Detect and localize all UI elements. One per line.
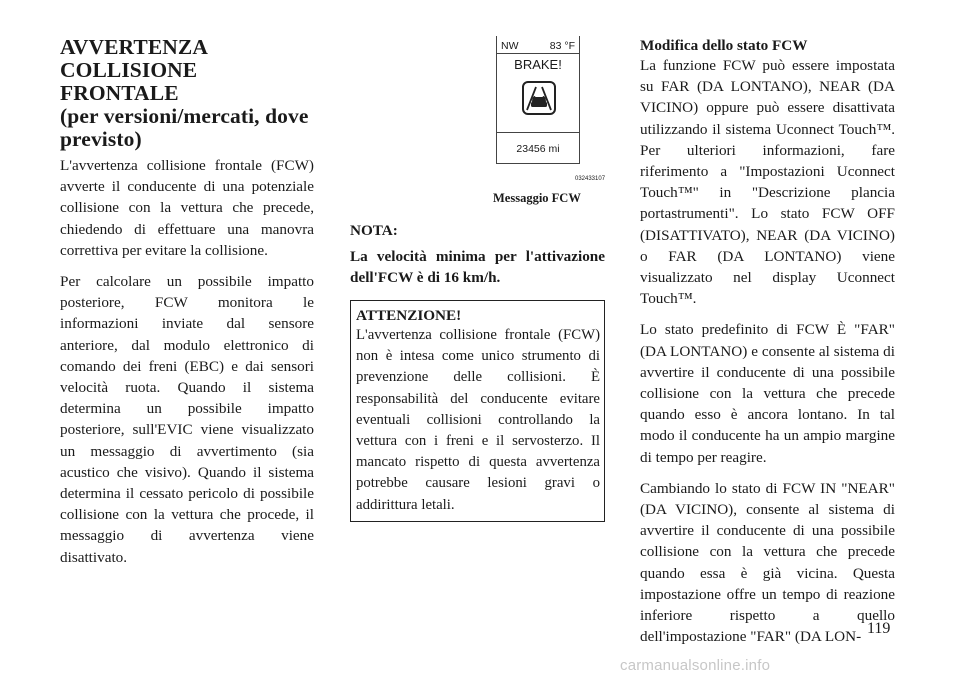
- warning-text: L'avvertenza collisione frontale (FCW) non è intesa come unico strumento di prevenzione delle collisioni. È responsabilità del conducente evitare eventuali collisioni controllando la vettura con i freni e il servosterzo. Il mancato rispetto di questa avvertenza potrebbe causare lesioni gravi o addirittura letali.: [356, 327, 600, 513]
- section-heading: [60, 36, 314, 151]
- watermark: carmanualsonline.info: [620, 657, 771, 674]
- odometer-reading: 23456 mi: [516, 143, 560, 155]
- heading-line-1: AVVERTENZA: [60, 35, 208, 59]
- figure-code: 032433107: [575, 175, 606, 183]
- impact-paragraph: Per calcolare un possibile impatto posteriore, FCW monitora le informazioni inviate dal sensore anteriore, dal modulo elettronico di comando dei freni (EBC) e dai sensori velocità ruota. Quando il sistema determina un possibile impatto posteriore, sull'EVIC viene visualizzato un messaggio di avvertimento (sia acustico che visivo). Quando il sistema determina il cessato pericolo di possibile collisione con la vettura che procede, il messaggio di avvertenza viene disattivato.: [60, 273, 314, 566]
- subsection-heading: Modifica dello stato FCW: [640, 37, 808, 54]
- right-column: [640, 36, 895, 657]
- outside-temperature: 83 °F: [549, 40, 575, 52]
- left-column: [60, 36, 314, 578]
- warning-box: [350, 300, 605, 522]
- page-number: 119: [867, 620, 891, 637]
- note-label: NOTA:: [350, 222, 398, 239]
- heading-line-4: previsto): [60, 127, 142, 151]
- display-divider-top: [497, 53, 579, 54]
- compass-heading: NW: [501, 40, 519, 52]
- heading-line-2: COLLISIONE FRONTALE: [60, 58, 198, 105]
- brake-alert-text: BRAKE!: [514, 57, 562, 72]
- collision-warning-icon: [522, 81, 556, 115]
- display-divider-bottom: [497, 132, 579, 133]
- settings-paragraph: La funzione FCW può essere impostata su FAR (DA LONTANO), NEAR (DA VICINO) oppure può essere disattivata utilizzando il sistema Uconnect Touch™. Per ulteriori informazioni, fare riferimento a "Impostazioni Uconnect Touch™" in "Descrizione plancia portastrumenti". Lo stato FCW OFF (DISATTIVATO), NEAR (DA VICINO) o FAR (DA LONTANO) viene visualizzato nel display Uconnect Touch™.: [640, 57, 895, 308]
- note-text: La velocità minima per l'attivazione dell'FCW è di 16 km/h.: [350, 248, 605, 286]
- warning-title: ATTENZIONE!: [356, 307, 462, 324]
- fcw-figure: [418, 36, 606, 216]
- far-paragraph: Lo stato predefinito di FCW È "FAR" (DA LONTANO) e consente al sistema di avvertire il conducente di una possibile collisione con la vettura che precede quando esso è ancora lontano. In tal modo il conducente ha un ampio margine di tempo per reagire.: [640, 321, 895, 466]
- dashboard-display: [496, 36, 580, 164]
- middle-column: [350, 36, 605, 522]
- near-paragraph: Cambiando lo stato di FCW IN "NEAR" (DA VICINO), consente al sistema di avvertire il conducente di una possibile collisione con la vettura che precede quando essa è già vicina. Questa impostazione offre un tempo di reazione inferiore rispetto a quello dell'impostazione "FAR" (DA LON-: [640, 479, 895, 646]
- heading-line-3: (per versioni/mercati, dove: [60, 104, 309, 128]
- figure-caption: Messaggio FCW: [493, 191, 581, 205]
- intro-paragraph: L'avvertenza collisione frontale (FCW) avverte il conducente di una potenziale collisione con la vettura che precede, chiedendo di effettuare una manovra correttiva per evitare la collisione.: [60, 157, 314, 259]
